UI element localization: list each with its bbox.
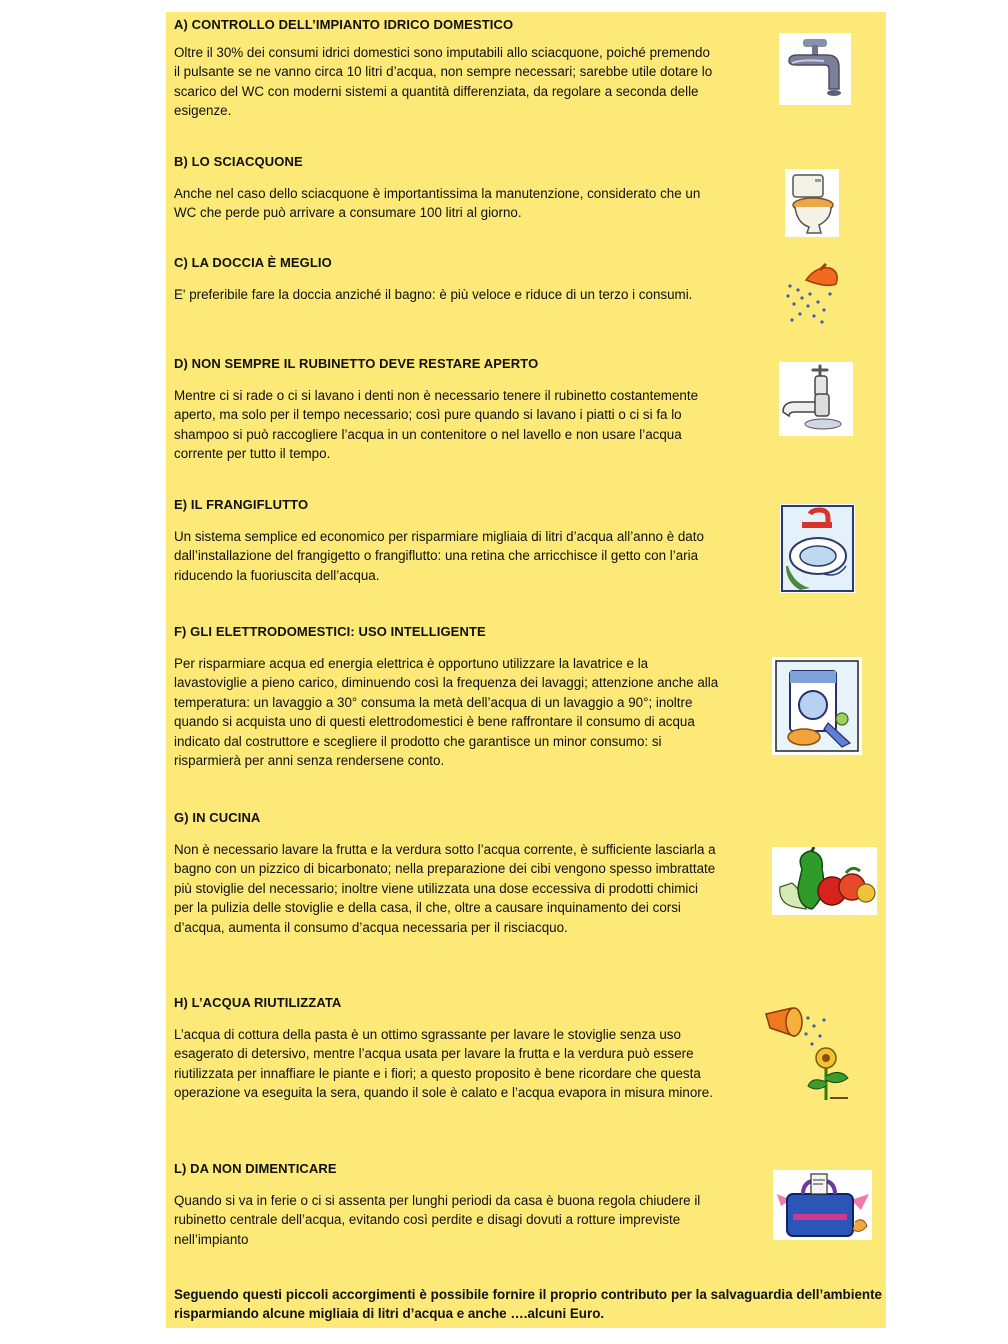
section-a-title: A) CONTROLLO DELL’IMPIANTO IDRICO DOMESTICO (174, 17, 514, 32)
section-h-title: H) L’ACQUA RIUTILIZZATA (174, 995, 342, 1010)
text-line: risparmierà per anni senza rendersene conto. (174, 753, 445, 769)
tap-icon (779, 362, 853, 436)
section-h-body (174, 1025, 774, 1103)
section-l-title: L) DA NON DIMENTICARE (174, 1161, 337, 1176)
text-line: operazione va eseguita la sera, quando il sole è calato e l’acqua evapora in misura minore. (174, 1085, 713, 1101)
text-line: aperto, ma solo per il tempo necessario; così pure quando si lavano i piatti o ci si fa lo (174, 407, 682, 423)
text-line: riducendo la fuoriuscita dell’acqua. (174, 567, 380, 583)
section-g-body (174, 840, 774, 937)
text-line: E' preferibile fare la doccia anziché il bagno: è più veloce e riduce di un terzo i consumi. (174, 287, 693, 302)
text-line: il pulsante se ne vanno circa 10 litri d’acqua, non sempre necessari; sarebbe utile dotare lo (174, 64, 713, 80)
section-f-body (174, 654, 774, 770)
text-line: temperatura: un lavaggio a 30° consuma la metà dell’acqua di un lavaggio a 90°; inoltre (174, 694, 693, 710)
text-line: Per risparmiare acqua ed energia elettrica è opportuno utilizzare la lavatrice e la (174, 656, 649, 671)
shower-icon (780, 262, 842, 326)
section-e-body (174, 527, 774, 585)
section-e-title: E) IL FRANGIFLUTTO (174, 497, 309, 512)
text-line: corrente per tutto il tempo. (174, 446, 331, 462)
text-line: quando si acquista uno di questi elettrodomestici è bene raffrontare il consumo di acqua (174, 714, 695, 730)
text-line: esigenze. (174, 103, 232, 119)
section-b-body (174, 184, 774, 223)
section-g-title: G) IN CUCINA (174, 810, 261, 825)
text-line: Mentre ci si rade o ci si lavano i denti non è necessario tenere il rubinetto costantemente (174, 388, 699, 403)
text-line: nell’impianto (174, 1231, 249, 1247)
text-line: lavastoviglie a pieno carico, diminuendo così la frequenza dei lavaggi; attenzione anche alla (174, 675, 719, 691)
text-line: indicato dal costruttore e scegliere il prodotto che garantisce un minor consumo: si (174, 733, 662, 749)
text-line: Oltre il 30% dei consumi idrici domestici sono imputabili allo sciacquone, poiché premendo (174, 45, 710, 60)
section-f-title: F) GLI ELETTRODOMESTICI: USO INTELLIGENTE (174, 624, 486, 639)
text-line: Anche nel caso dello sciacquone è importantissima la manutenzione, considerato che un (174, 186, 701, 201)
washing-machine-icon (772, 657, 862, 755)
closing-note: Seguendo questi piccoli accorgimenti è possibile fornire il proprio contributo per la salvaguardia dell’ambiente risparmiando alcune migliaia di litri d’acqua e anche ….alcuni Euro. (174, 1287, 882, 1321)
vegetables-icon (772, 847, 877, 915)
text-line: per la pulizia delle stoviglie e della casa, il che, oltre a causare inquinamento dei corsi (174, 900, 681, 916)
text-line: WC che perde può arrivare a consumare 100 litri al giorno. (174, 205, 522, 221)
text-line: Non è necessario lavare la frutta e la verdura sotto l’acqua corrente, è sufficiente lasciarla a (174, 842, 716, 857)
text-line: shampoo si può raccogliere l’acqua in un contenitore o nel lavello e non usare l’acqua (174, 426, 682, 442)
text-line: scarico del WC con moderni sistemi a quantità differenziata, da regolare a seconda delle (174, 83, 699, 99)
sink-icon (780, 504, 855, 593)
text-line: dall’installazione del frangigetto o frangiflutto: una retina che arricchisce il getto con l’aria (174, 548, 699, 564)
text-line: Quando si va in ferie o ci si assenta per lunghi periodi da casa è buona regola chiudere il (174, 1193, 701, 1208)
watering-can-icon (764, 1006, 856, 1102)
section-c-title: C) LA DOCCIA È MEGLIO (174, 255, 332, 270)
text-line: L’acqua di cottura della pasta è un ottimo sgrassante per lavare le stoviglie senza uso (174, 1027, 681, 1042)
section-a-body (174, 43, 774, 121)
section-d-body (174, 386, 774, 464)
section-b-title: B) LO SCIACQUONE (174, 154, 303, 169)
section-l-body (174, 1191, 774, 1249)
text-line: rubinetto centrale dell’acqua, evitando così perdite e disagi dovuti a rotture impreviste (174, 1212, 681, 1228)
text-line: riutilizzata per innaffiare le piante e i fiori; a questo proposito è bene ricordare che questa (174, 1065, 701, 1081)
text-line: d’acqua, aumenta il consumo d’acqua necessaria per il risciacquo. (174, 919, 568, 935)
faucet-icon (779, 33, 851, 105)
section-c-body (174, 285, 774, 304)
text-line: bagno con un pizzico di bicarbonato; nella preparazione dei cibi vengono spesso imbrattate (174, 861, 716, 877)
text-line: esagerato di detersivo, mentre l’acqua usata per lavare la frutta e la verdura può essere (174, 1046, 694, 1062)
toilet-icon (785, 169, 839, 237)
text-line: Un sistema semplice ed economico per risparmiare migliaia di litri d’acqua all’anno è dato (174, 529, 704, 544)
section-d-title: D) NON SEMPRE IL RUBINETTO DEVE RESTARE APERTO (174, 356, 539, 371)
luggage-icon (773, 1170, 872, 1240)
text-line: più stoviglie del necessario; inoltre viene utilizzata una dose eccessiva di prodotti chimici (174, 880, 698, 896)
